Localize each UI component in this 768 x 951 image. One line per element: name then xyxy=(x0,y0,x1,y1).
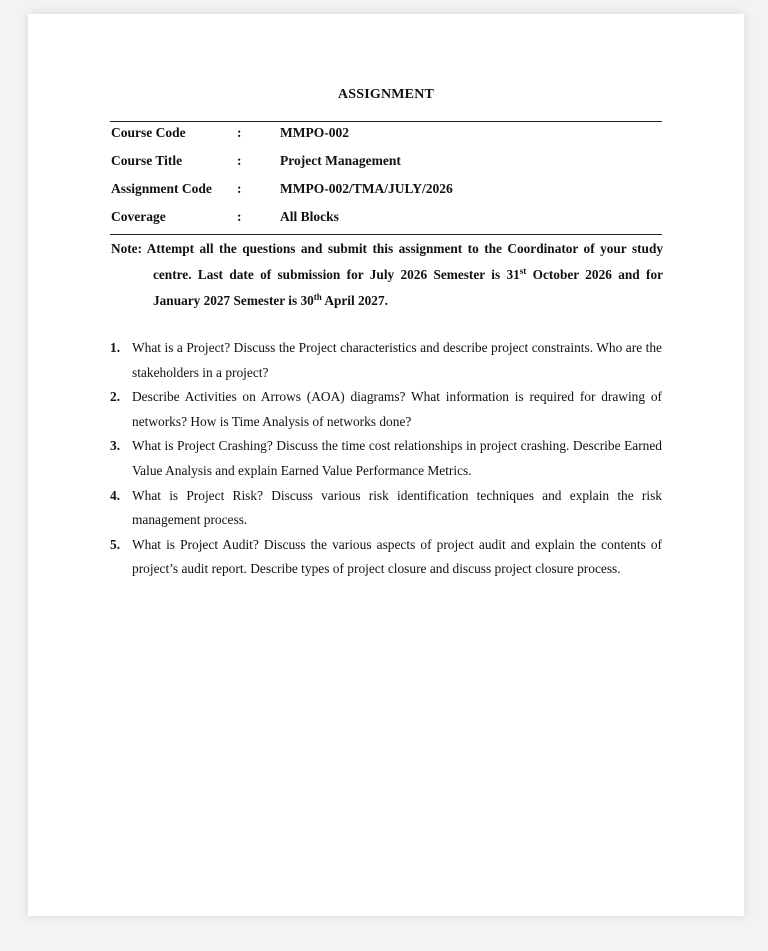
course-info-table xyxy=(110,121,662,235)
note-text: January 2027 Semester is 30 xyxy=(153,293,314,308)
question-text: What is Project Audit? Discuss the various aspects of project audit and explain the contents of project’s audit report. Describe types of project closure and discuss project closure process. xyxy=(132,536,662,577)
question-list xyxy=(110,336,662,582)
course-title-row xyxy=(110,150,662,178)
document-page xyxy=(28,14,744,916)
question-number: 4. xyxy=(110,487,121,503)
page-title: ASSIGNMENT xyxy=(337,87,435,102)
note-text: centre. Last date of submission for July 2026 Semester is 31 xyxy=(153,267,520,282)
separator: : xyxy=(237,209,242,224)
course-code-value: MMPO-002 xyxy=(280,125,349,140)
separator: : xyxy=(237,153,242,168)
note-line-2 xyxy=(111,262,663,288)
course-code-label: Course Code xyxy=(111,125,186,140)
note-text: October 2026 and for xyxy=(526,267,663,282)
superscript: th xyxy=(313,292,322,302)
question-item xyxy=(110,434,662,483)
separator: : xyxy=(237,181,242,196)
note-line-3 xyxy=(111,288,663,314)
question-text: What is Project Risk? Discuss various risk identification techniques and explain the risk management process. xyxy=(132,487,662,528)
course-title-label: Course Title xyxy=(111,153,183,168)
course-title-value: Project Management xyxy=(280,153,401,168)
coverage-value: All Blocks xyxy=(280,209,339,224)
question-number: 5. xyxy=(110,536,121,552)
question-item xyxy=(110,533,662,582)
coverage-row xyxy=(110,206,662,234)
question-number: 2. xyxy=(110,389,121,405)
question-text: What is a Project? Discuss the Project characteristics and describe project constraints. Who are the stakeholders in a project? xyxy=(132,340,662,380)
question-number: 3. xyxy=(110,438,121,454)
superscript: st xyxy=(519,266,527,276)
course-code-row xyxy=(110,122,662,150)
assignment-code-value: MMPO-002/TMA/JULY/2026 xyxy=(280,181,453,196)
question-item xyxy=(110,336,662,385)
submission-note xyxy=(111,236,663,314)
question-text: What is Project Crashing? Discuss the time cost relationships in project crashing. Describe Earned Value Analysis and explain Earned Value Performance Metrics. xyxy=(132,438,662,478)
separator: : xyxy=(237,125,242,140)
assignment-code-label: Assignment Code xyxy=(111,181,212,196)
question-item xyxy=(110,484,662,533)
note-line-1: Note: Attempt all the questions and submit this assignment to the Coordinator of your study xyxy=(111,241,663,256)
assignment-code-row xyxy=(110,178,662,206)
question-number: 1. xyxy=(110,340,121,355)
question-item xyxy=(110,385,662,434)
question-text: Describe Activities on Arrows (AOA) diagrams? What information is required for drawing of networks? How is Time Analysis of networks done? xyxy=(132,389,662,429)
note-text: April 2027. xyxy=(321,293,388,308)
coverage-label: Coverage xyxy=(111,209,166,224)
